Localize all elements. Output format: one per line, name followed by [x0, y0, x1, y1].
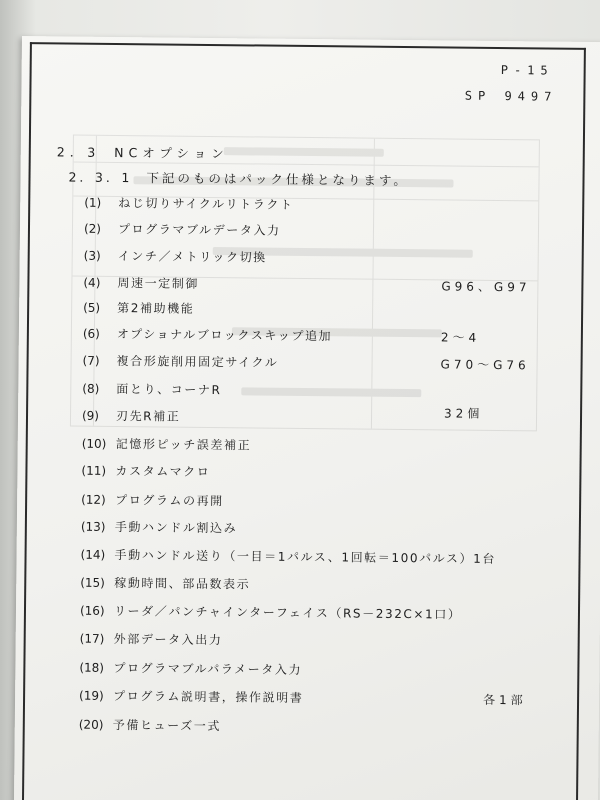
- item-label: 刃先R補正: [115, 409, 181, 424]
- list-item: [80, 630, 223, 648]
- list-item: [84, 247, 267, 266]
- item-label: 記憶形ピッチ誤差補正: [115, 437, 252, 453]
- item-number: (12): [81, 492, 106, 507]
- subsection-heading: [68, 167, 409, 189]
- item-label: 稼動時間、部品数表示: [114, 575, 251, 592]
- item-number: (3): [83, 248, 101, 263]
- item-number: (20): [78, 717, 104, 732]
- item-label: 予備ヒューズ一式: [112, 717, 222, 734]
- item-number: (7): [82, 353, 100, 368]
- list-item: [79, 659, 302, 678]
- item-label: カスタムマクロ: [115, 464, 211, 479]
- item-label: 第2補助機能: [117, 301, 195, 316]
- item-label: プログラマブルデータ入力: [117, 222, 281, 238]
- section-heading: [57, 142, 229, 162]
- item-label: 手動ハンドル送り（一目＝1パルス、1回転＝100パルス）1台: [114, 547, 497, 566]
- item-number: (17): [79, 631, 105, 646]
- item-number: (8): [82, 381, 100, 396]
- subsection-number: 2．3．1: [68, 169, 133, 186]
- item-label: リーダ／パンチャインターフェイス（RS－232C×1口）: [113, 603, 462, 622]
- item-label: オプショナルブロックスキップ追加: [116, 327, 333, 344]
- list-item: [79, 716, 221, 734]
- list-item: [81, 518, 238, 537]
- item-number: (4): [83, 275, 101, 290]
- list-item: [81, 462, 210, 480]
- item-number: (11): [81, 463, 107, 478]
- item-number: (5): [83, 300, 101, 315]
- item-number: (10): [81, 436, 107, 451]
- list-item: [80, 574, 250, 593]
- item-label: ねじ切りサイクルリトラクト: [118, 196, 294, 212]
- item-number: (9): [81, 408, 100, 423]
- item-number: (18): [79, 660, 105, 675]
- item-label: 複合形旋削用固定サイクル: [116, 354, 279, 370]
- list-item: [79, 687, 527, 708]
- item-label: プログラム説明書，操作説明書: [113, 688, 304, 705]
- item-spec-note: 32個: [443, 406, 484, 421]
- list-item: [82, 325, 481, 345]
- list-item: [83, 274, 531, 295]
- item-label: インチ／メトリック切換: [117, 249, 267, 265]
- item-label: 手動ハンドル割込み: [114, 519, 238, 536]
- section-title: NCオプション: [114, 144, 229, 162]
- list-item: [82, 352, 530, 373]
- item-label: 周速一定制御: [117, 276, 200, 291]
- item-label: プログラムの再開: [115, 493, 224, 509]
- item-label: 外部データ入出力: [113, 631, 223, 648]
- item-number: (13): [80, 519, 106, 534]
- list-item: [84, 194, 294, 213]
- list-item: [83, 299, 194, 317]
- page-number: P-15: [500, 63, 554, 78]
- section-number: 2．3: [56, 144, 101, 160]
- item-spec-note: 2～4: [440, 330, 481, 345]
- item-spec-note: 各1部: [483, 692, 527, 708]
- item-number: (1): [84, 195, 102, 210]
- document-number: SP 9497: [464, 88, 558, 104]
- item-number: (2): [83, 221, 102, 236]
- item-number: (16): [79, 603, 105, 618]
- item-label: プログラマブルパラメータ入力: [113, 660, 303, 677]
- list-item: [82, 435, 252, 454]
- item-spec-note: G70～G76: [440, 357, 530, 373]
- document-page: [14, 36, 600, 800]
- item-spec-note: G96、G97: [441, 279, 531, 295]
- subsection-title: 下記のものはパック仕様となります。: [146, 170, 409, 189]
- item-number: (14): [80, 547, 106, 562]
- list-item: [84, 220, 281, 239]
- item-number: (15): [80, 575, 105, 590]
- item-number: (19): [79, 688, 104, 703]
- item-label: 面とり、コーナR: [116, 382, 222, 398]
- list-item: [81, 491, 224, 509]
- item-number: (6): [82, 326, 100, 341]
- list-item: [82, 380, 221, 398]
- list-item: [81, 406, 484, 425]
